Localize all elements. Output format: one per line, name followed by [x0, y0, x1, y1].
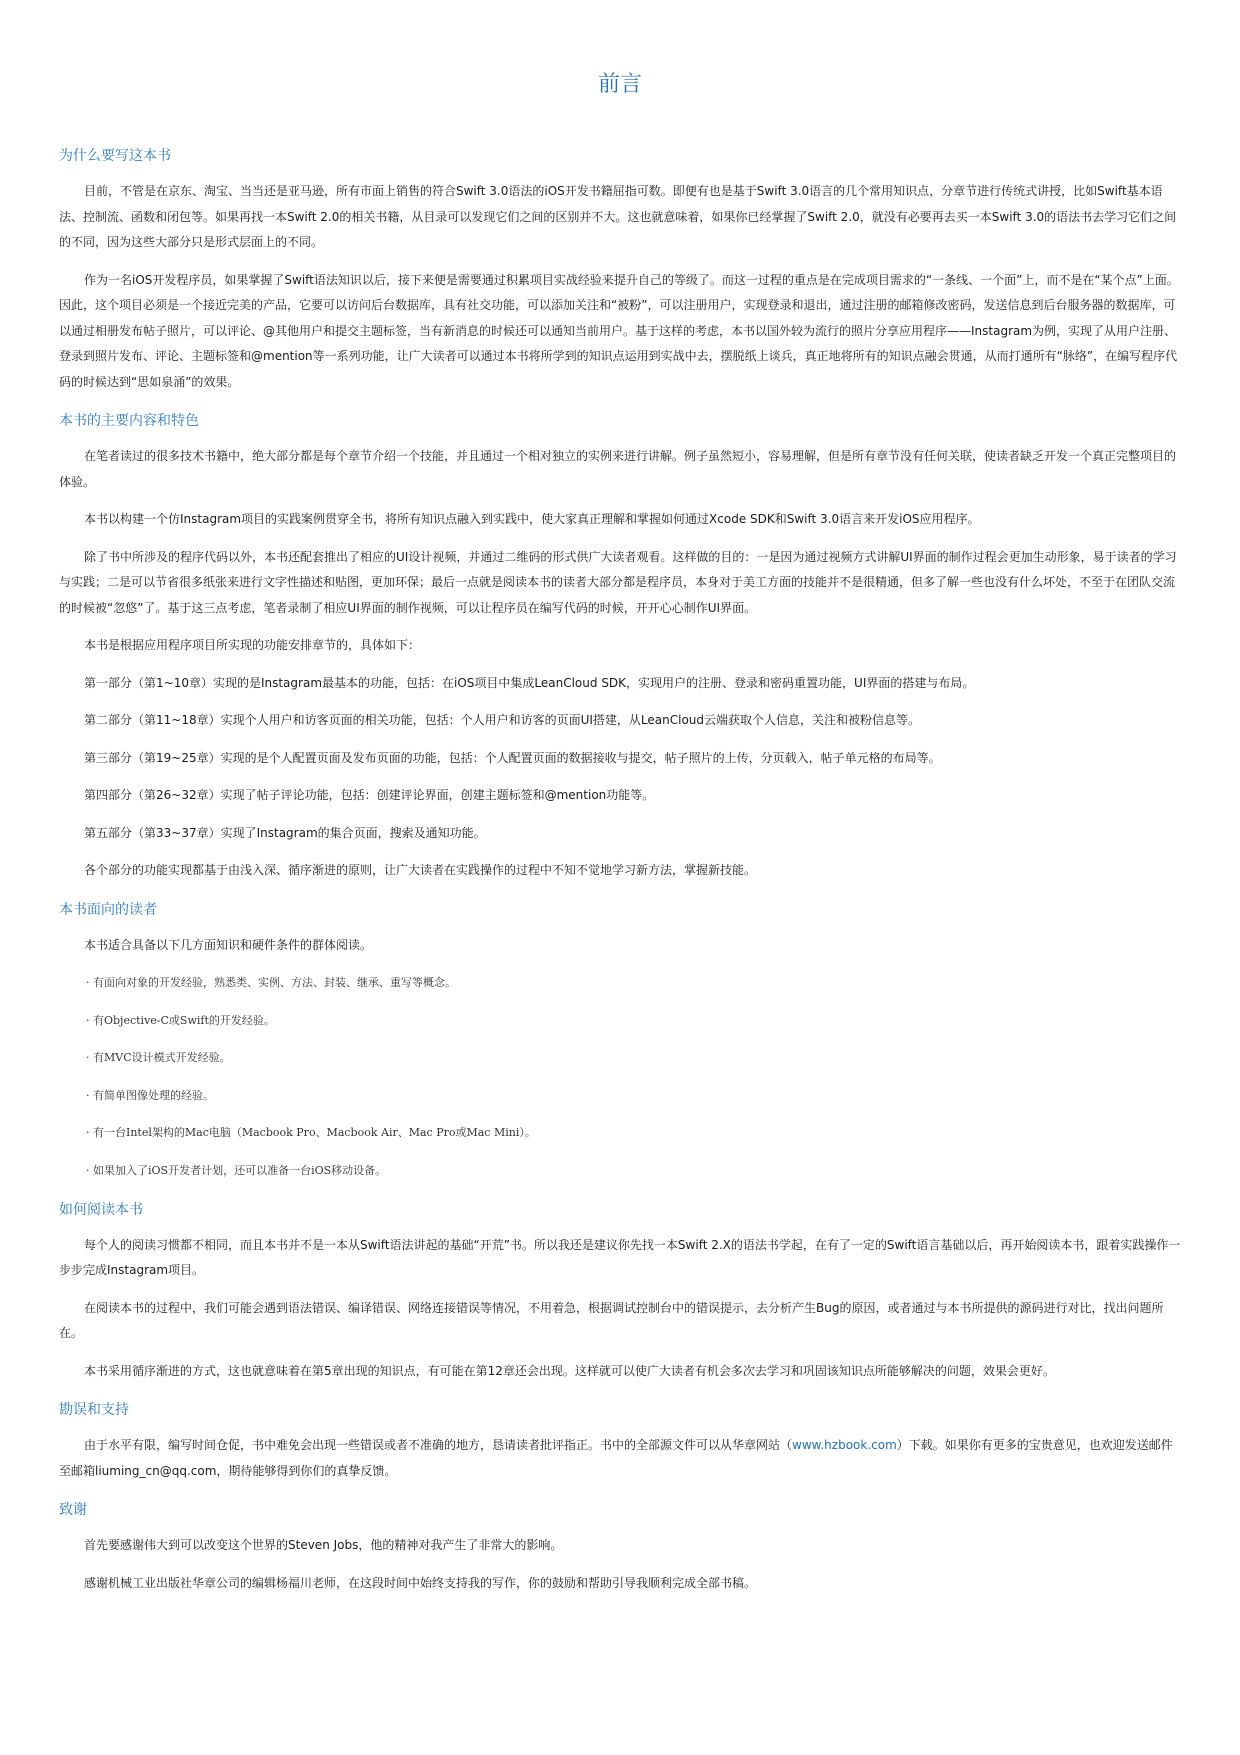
paragraph: 除了书中所涉及的程序代码以外，本书还配套推出了相应的UI设计视频，并通过二维码的形式供广大读者观看。这样做的目的：一是因为通过视频方式讲解UI界面的制作过程会更加生动形象，易于读者的学习与实践；二是可以节省很多纸张来进行文字性描述和贴图，更加环保；最后一点就是阅读本书的读者大部分都是程序员，本身对于美工方面的技能并不是很精通，但多了解一些也没有什么坏处，不至于在团队交流的时候被“忽悠”了。基于这三点考虑，笔者录制了相应UI界面的制作视频，可以让程序员在编写代码的时候，开开心心制作UI界面。 [59, 549, 1177, 615]
paragraph: 在阅读本书的过程中，我们可能会遇到语法错误、编译错误、网络连接错误等情况，不用着急，根据调试控制台中的错误提示，去分析产生Bug的原因，或者通过与本书所提供的源码进行对比，找出问题所在。 [59, 1300, 1164, 1341]
section-readers [59, 900, 1181, 1200]
list-item: · 有简单图像处理的经验。 [86, 1088, 214, 1102]
section-heading: 勘误和支持 [59, 1402, 129, 1419]
section-heading: 本书的主要内容和特色 [59, 413, 199, 429]
section-why [59, 146, 1181, 411]
list-item: · 有Objective-C或Swift的开发经验。 [86, 1013, 275, 1027]
section-content [59, 411, 1181, 900]
text: ）下载。如果你有更多的宝贵意见，也欢迎发送邮件至邮箱liuming_cn@qq.com，期待能够得到你们的真挚反馈。 [59, 1438, 1173, 1478]
paragraph: 本书采用循序渐进的方式，这也就意味着在第5章出现的知识点，有可能在第12章还会出现。这样就可以使广大读者有机会多次去学习和巩固该知识点所能够解决的问题，效果会更好。 [84, 1363, 1055, 1378]
paragraph: 本书以构建一个仿Instagram项目的实践案例贯穿全书，将所有知识点融入到实践中，使大家真正理解和掌握如何通过Xcode SDK和Swift 3.0语言来开发iOS应用程序。 [84, 512, 980, 526]
reader-requirements-list [59, 970, 1181, 1183]
list-item: · 有MVC设计模式开发经验。 [86, 1051, 231, 1065]
paragraph: 第五部分（第33~37章）实现了Instagram的集合页面，搜索及通知功能。 [84, 825, 486, 840]
paragraph: 每个人的阅读习惯都不相同，而且本书并不是一本从Swift语法讲起的基础“开荒”书。所以我还是建议你先找一本Swift 2.X的语法书学起，在有了一定的Swift语言基础以后，再开始阅读本书，跟着实践操作一步步完成Instagram项目。 [59, 1237, 1181, 1278]
list-item: · 有面向对象的开发经验，熟悉类、实例、方法、封装、继承、重写等概念。 [86, 976, 456, 989]
paragraph: 首先要感谢伟大到可以改变这个世界的Steven Jobs，他的精神对我产生了非常大的影响。 [84, 1538, 563, 1553]
paragraph: 第二部分（第11~18章）实现个人用户和访客页面的相关功能，包括：个人用户和访客的页面UI搭建，从LeanCloud云端获取个人信息，关注和被粉信息等。 [84, 713, 921, 727]
paragraph: 第一部分（第1~10章）实现的是Instagram最基本的功能，包括：在iOS项目中集成LeanCloud SDK，实现用户的注册、登录和密码重置功能，UI界面的搭建与布局。 [84, 675, 975, 690]
website-link[interactable]: www.hzbook.com [792, 1438, 897, 1453]
paragraph: 感谢机械工业出版社华章公司的编辑杨福川老师，在这段时间中始终支持我的写作，你的鼓励和帮助引导我顺利完成全部书稿。 [84, 1575, 757, 1590]
paragraph: 目前，不管是在京东、淘宝、当当还是亚马逊，所有市面上销售的符合Swift 3.0语法的iOS开发书籍屈指可数。即便有也是基于Swift 3.0语言的几个常用知识点，分章节进行传统式讲授，比如Swift基本语法、控制流、函数和闭包等。如果再找一本Swift 2.0的相关书籍，从目录可以发现它们之间的区别并不大。这也就意味着，如果你已经掌握了Swift 2.0，就没有必要再去买一本Swift 3.0的语法书去学习它们之间的不同，因为这些大部分只是形式层面上的不同。 [59, 184, 1177, 249]
paragraph [59, 1433, 1181, 1484]
section-how-to-read [59, 1200, 1181, 1401]
list-item: · 如果加入了iOS开发者计划，还可以准备一台iOS移动设备。 [86, 1163, 387, 1177]
list-item: · 有一台Intel架构的Mac电脑（Macbook Pro、Macbook Air、Mac Pro或Mac Mini）。 [86, 1126, 536, 1140]
paragraph: 本书是根据应用程序项目所实现的功能安排章节的，具体如下： [84, 638, 421, 652]
page-title: 前言 [597, 72, 642, 97]
section-thanks [59, 1500, 1181, 1596]
paragraph: 各个部分的功能实现都基于由浅入深、循序渐进的原则，让广大读者在实践操作的过程中不知不觉地学习新方法，掌握新技能。 [84, 863, 757, 877]
document-page [59, 0, 1181, 1596]
section-heading: 致谢 [59, 1502, 87, 1519]
section-heading: 本书面向的读者 [59, 901, 157, 918]
paragraph: 作为一名iOS开发程序员，如果掌握了Swift语法知识以后，接下来便是需要通过积累项目实战经验来提升自己的等级了。而这一过程的重点是在完成项目需求的“一条线、一个面”上，而不是在“某个点”上面。因此，这个项目必须是一个接近完美的产品，它要可以访问后台数据库，具有社交功能，可以添加关注和“被粉”，可以注册用户，实现登录和退出，通过注册的邮箱修改密码，发送信息到后台服务器的数据库，可以通过相册发布帖子照片，可以评论、@其他用户和提交主题标签，当有新消息的时候还可以通知当前用户。基于这样的考虑，本书以国外较为流行的照片分享应用程序——Instagram为例，实现了从用户注册、登录到照片发布、评论、主题标签和@mention等一系列功能，让广大读者可以通过本书将所学到的知识点运用到实战中去，摆脱纸上谈兵，真正地将所有的知识点融会贯通，从而打通所有“脉络”，在编写程序代码的时候达到“思如泉涌”的效果。 [59, 272, 1179, 389]
text: 由于水平有限，编写时间仓促，书中难免会出现一些错误或者不准确的地方，恳请读者批评指正。书中的全部源文件可以从华章网站（ [84, 1438, 793, 1453]
paragraph: 在笔者读过的很多技术书籍中，绝大部分都是每个章节介绍一个技能，并且通过一个相对独立的实例来进行讲解。例子虽然短小，容易理解，但是所有章节没有任何关联，使读者缺乏开发一个真正完整项目的体验。 [59, 449, 1177, 489]
section-errata [59, 1400, 1181, 1500]
paragraph: 本书适合具备以下几方面知识和硬件条件的群体阅读。 [84, 937, 373, 952]
paragraph: 第三部分（第19~25章）实现的是个人配置页面及发布页面的功能，包括：个人配置页面的数据接收与提交，帖子照片的上传，分页载入，帖子单元格的布局等。 [84, 750, 941, 765]
section-heading: 为什么要写这本书 [59, 148, 171, 164]
section-heading: 如何阅读本书 [59, 1201, 143, 1218]
paragraph: 第四部分（第26~32章）实现了帖子评论功能，包括：创建评论界面，创建主题标签和@mention功能等。 [84, 788, 655, 802]
